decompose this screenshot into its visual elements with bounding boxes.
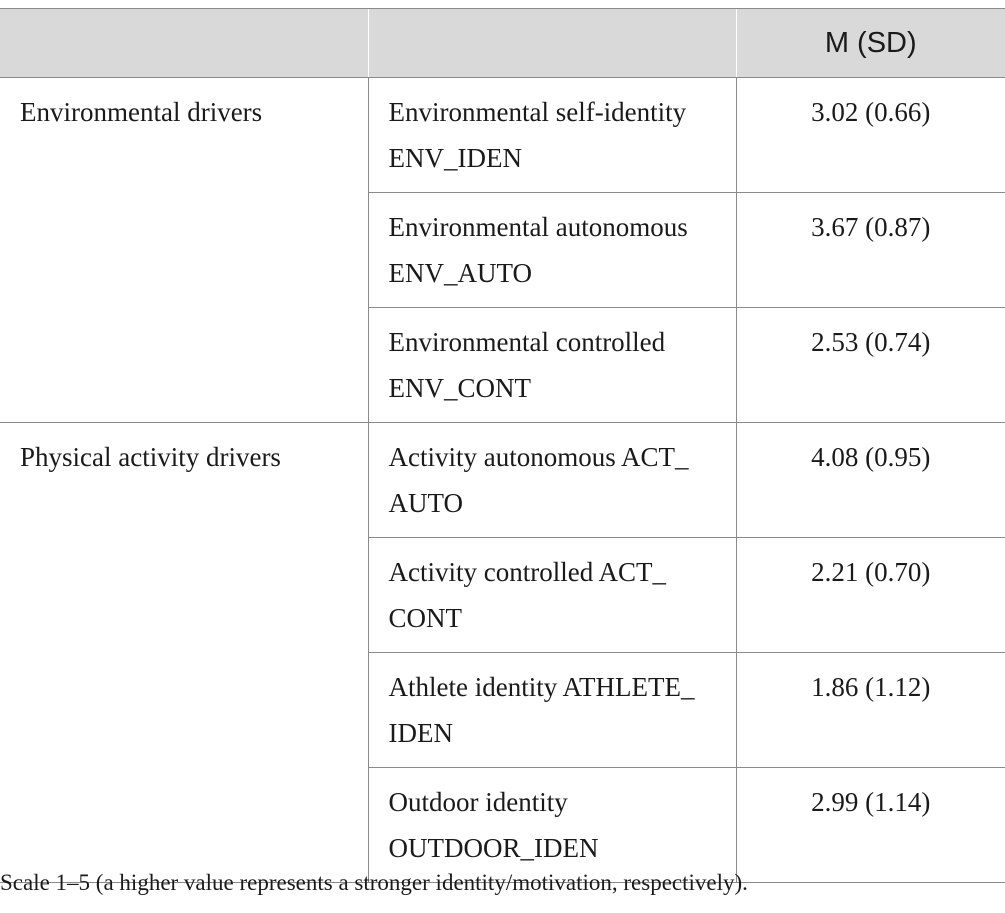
value-cell: 3.02 (0.66) bbox=[736, 78, 1005, 193]
value-cell: 2.21 (0.70) bbox=[736, 538, 1005, 653]
value-cell: 3.67 (0.87) bbox=[736, 193, 1005, 308]
variable-cell: Environmental controlled ENV_CONT bbox=[368, 308, 736, 423]
variable-cell: Activity autonomous ACT_ AUTO bbox=[368, 423, 736, 538]
table-row bbox=[0, 423, 1005, 538]
descriptive-stats-table-container bbox=[0, 8, 1005, 883]
variable-cell: Outdoor identity OUTDOOR_IDEN bbox=[368, 768, 736, 883]
header-mean-sd: M (SD) bbox=[736, 9, 1005, 78]
value-cell: 1.86 (1.12) bbox=[736, 653, 1005, 768]
variable-cell: Environmental self-identity ENV_IDEN bbox=[368, 78, 736, 193]
value-cell: 4.08 (0.95) bbox=[736, 423, 1005, 538]
group-label-physical-activity: Physical activity drivers bbox=[0, 423, 368, 883]
group-label-environmental: Environmental drivers bbox=[0, 78, 368, 423]
value-cell: 2.53 (0.74) bbox=[736, 308, 1005, 423]
header-variable bbox=[368, 9, 736, 78]
descriptive-stats-table bbox=[0, 8, 1005, 883]
value-cell: 2.99 (1.14) bbox=[736, 768, 1005, 883]
table-row bbox=[0, 78, 1005, 193]
variable-cell: Athlete identity ATHLETE_ IDEN bbox=[368, 653, 736, 768]
header-group bbox=[0, 9, 368, 78]
table-header-row bbox=[0, 9, 1005, 78]
variable-cell: Environmental autonomous ENV_AUTO bbox=[368, 193, 736, 308]
table-footnote: Scale 1–5 (a higher value represents a stronger identity/motivation, respectively). bbox=[0, 870, 748, 895]
variable-cell: Activity controlled ACT_ CONT bbox=[368, 538, 736, 653]
